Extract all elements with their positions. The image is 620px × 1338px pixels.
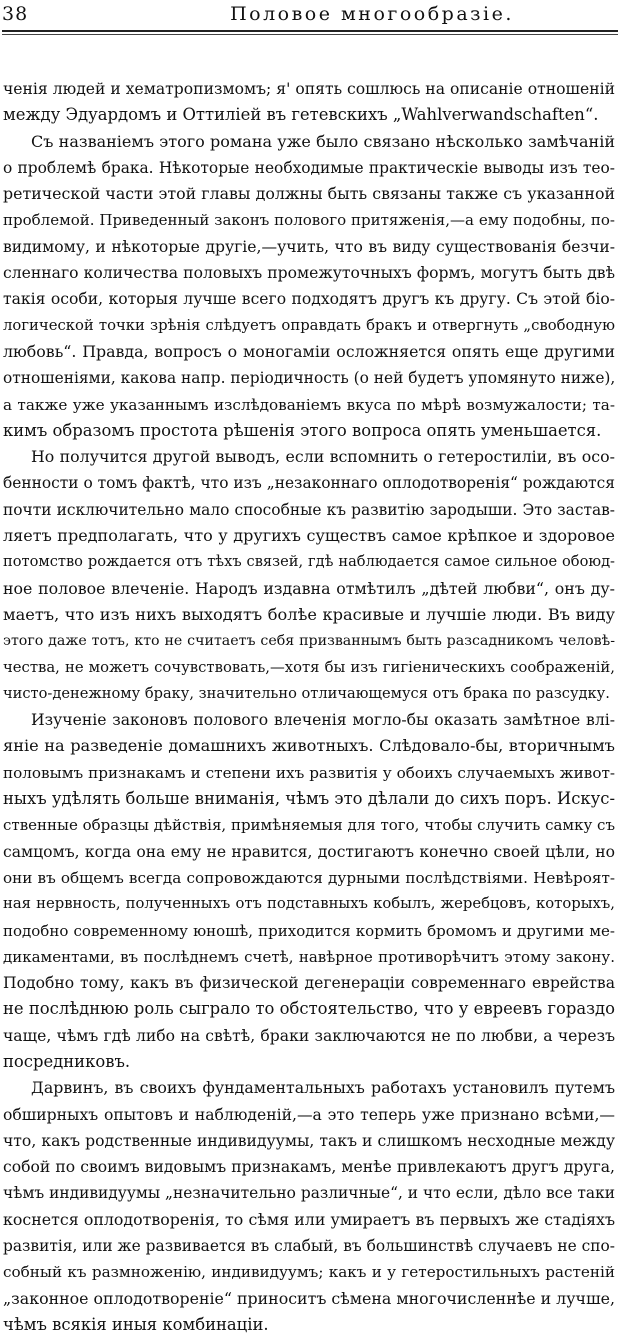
text-line: яніе на разведеніе домашнихъ животныхъ. Слѣдовало-бы, вторичнымъ: [3, 736, 615, 756]
running-title: Половое многообразіе.: [230, 3, 514, 25]
header-rule-thin: [2, 34, 618, 35]
text-line: о проблемѣ брака. Нѣкоторые необходимые практическіе выводы изъ тео-: [3, 158, 615, 177]
text-line: потомство рождается отъ тѣхъ связей, гдѣ наблюдается самое сильное обоюд-: [3, 553, 615, 571]
text-line: чѣмъ индивидуумы „незначительно различные“, и что если, дѣло все таки: [3, 1184, 615, 1203]
text-line: Но получится другой выводъ, если вспомнить о гетеростиліи, въ осо-: [31, 447, 615, 467]
text-line: самцомъ, когда она ему не нравится, достигаютъ конечно своей цѣли, но: [3, 842, 615, 861]
page-number: 38: [2, 3, 29, 25]
paragraph: [3, 1075, 615, 1338]
text-line: ныхъ удѣлять больше вниманія, чѣмъ это дѣлали до сихъ поръ. Искус-: [3, 789, 615, 809]
paragraph: [3, 444, 615, 707]
text-line: проблемой. Приведенный законъ полового притяженія,—а ему подобны, по-: [3, 211, 615, 230]
text-line: маетъ, что изъ нихъ выходятъ болѣе красивые и лучшіе люди. Въ виду: [3, 604, 615, 624]
text-line: коснется оплодотворенія, то сѣмя или умираетъ въ первыхъ же стадіяхъ: [3, 1209, 615, 1229]
text-line: дикаментами, въ послѣднемъ счетѣ, навѣрное противорѣчитъ этому закону.: [3, 947, 615, 966]
header-rule-thick: [2, 30, 618, 32]
text-line: Дарвинъ, въ своихъ фундаментальныхъ работахъ установилъ путемъ: [31, 1078, 615, 1098]
paragraph: [3, 76, 615, 129]
text-line: Подобно тому, какъ въ физической дегенераціи современнаго еврейства: [3, 974, 615, 993]
text-line: обширныхъ опытовъ и наблюденій,—а это теперь уже признано всѣми,—: [3, 1105, 615, 1124]
page-header: [2, 0, 616, 34]
text-line: посредниковъ.: [3, 1051, 131, 1071]
text-line: чества, не можетъ сочувствовать,—хотя бы изъ гигіеническихъ соображеній,: [3, 658, 615, 676]
text-line: ченія людей и хематропизмомъ; я' опять сошлюсь на описаніе отношеній: [3, 80, 615, 98]
text-line: развитія, или же развивается въ слабый, въ большинствѣ случаевъ не спо-: [3, 1237, 615, 1256]
text-line: ретической части этой главы должны быть связаны также съ указанной: [3, 184, 615, 204]
text-line: любовь“. Правда, вопросъ о моногаміи осложняется опять еще другими: [3, 341, 615, 361]
text-line: чисто-денежному браку, значительно отличающемуся отъ брака по разсудку.: [3, 684, 610, 702]
text-line: ственные образцы дѣйствія, примѣняемыя для того, чтобы случить самку съ: [3, 816, 615, 835]
text-line: этого даже тотъ, кто не считаетъ себя призваннымъ быть разсадникомъ человѣ-: [3, 633, 615, 650]
text-line: Изученіе законовъ полового влеченія могло-бы оказать замѣтное влі-: [31, 711, 615, 730]
text-line: „законное оплодотвореніе“ приноситъ сѣмена многочисленнѣе и лучше,: [3, 1288, 615, 1308]
text-line: между Эдуардомъ и Оттиліей въ гетевскихъ „Wahlverwandschaften“.: [3, 105, 599, 125]
text-line: бенности о томъ фактѣ, что изъ „незаконнаго оплодотворенія“ рождаются: [3, 474, 615, 493]
text-line: такія особи, которыя лучше всего подходятъ другъ къ другу. Съ этой біо-: [3, 290, 615, 309]
text-line: кимъ образомъ простота рѣшенія этого вопроса опять уменьшается.: [3, 420, 602, 440]
text-line: отношеніями, какова напр. періодичность (о ней будетъ упомянуто ниже),: [3, 369, 615, 388]
text-line: что, какъ родственные индивидуумы, такъ и слишкомъ несходные между: [3, 1131, 615, 1150]
text-line: почти исключительно мало способные къ развитію зародыши. Это застав-: [3, 500, 615, 519]
text-line: не послѣднюю роль сыграло то обстоятельство, что у евреевъ гораздо: [3, 999, 615, 1019]
text-line: сленнаго количества половыхъ промежуточныхъ формъ, могутъ быть двѣ: [3, 264, 615, 283]
text-line: ная нервность, полученныхъ отъ подставныхъ кобылъ, жеребцовъ, которыхъ,: [3, 895, 615, 913]
body-text: [3, 76, 615, 1338]
text-line: половымъ признакамъ и степени ихъ развитія у обоихъ случаемыхъ живот-: [3, 763, 615, 782]
text-line: собный къ размноженію, индивидуумъ; какъ и у гетеростильныхъ растеній: [3, 1263, 615, 1282]
text-line: они въ общемъ всегда сопровождаются дурными послѣдствіями. Невѣроят-: [3, 868, 615, 887]
text-line: а также уже указаннымъ изслѣдованіемъ вкуса по мѣрѣ возмужалости; та-: [3, 395, 615, 414]
text-line: подобно современному юношѣ, приходится кормить бромомъ и другими ме-: [3, 921, 615, 940]
text-line: ное половое влеченіе. Народъ издавна отмѣтилъ „дѣтей любви“, онъ ду-: [3, 578, 615, 598]
text-line: логической точки зрѣнія слѣдуетъ оправдать бракъ и отвергнуть „свободную: [3, 316, 615, 334]
paragraph: [3, 707, 615, 1075]
text-line: Съ названіемъ этого романа уже было связано нѣсколько замѣчаній: [31, 131, 615, 151]
text-line: чаще, чѣмъ гдѣ либо на свѣтѣ, браки заключаются не по любви, а черезъ: [3, 1026, 615, 1045]
text-line: собой по своимъ видовымъ признакамъ, менѣе привлекаютъ другъ друга,: [3, 1158, 615, 1177]
text-line: видимому, и нѣкоторые другіе,—учить, что въ виду существованія безчи-: [3, 237, 615, 256]
text-line: чѣмъ всякія иныя комбинаціи.: [3, 1314, 269, 1334]
text-line: ляетъ предполагать, что у другихъ существъ самое крѣпкое и здоровое: [3, 526, 615, 546]
paragraph: [3, 129, 615, 445]
